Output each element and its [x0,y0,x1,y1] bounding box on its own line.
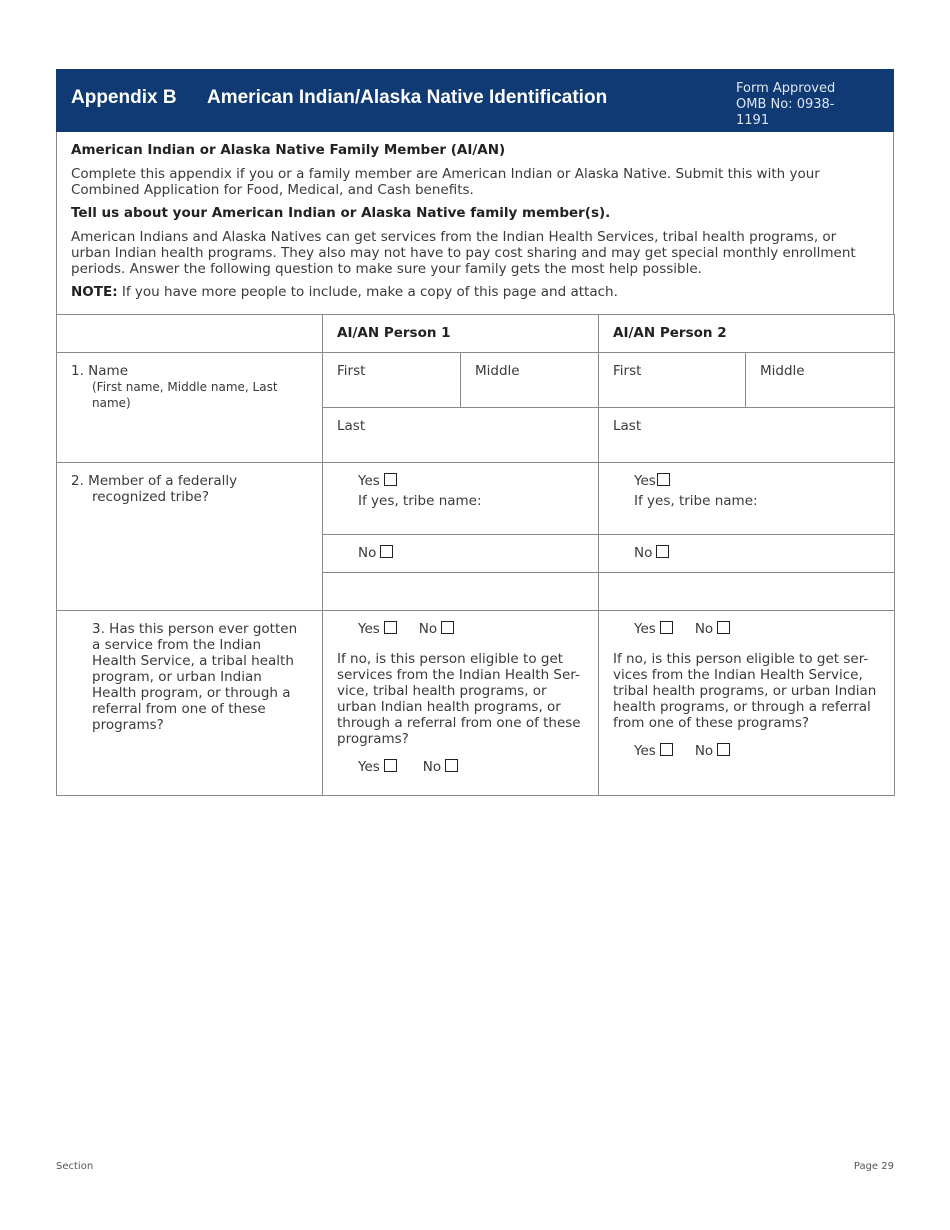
intro-paragraph: Complete this appendix if you or a family member are American Indian or Alaska Native. Submit this with your Combined Application for Food, Medical, and Cash benefits. [71,166,820,198]
p1-blank-cell [323,573,599,611]
name-question: 1. Name (First name, Middle name, Last name) [57,353,323,463]
p2-middle-name-field[interactable]: Middle [746,353,895,408]
p1-tribe-name-field[interactable]: If yes, tribe name: [358,493,482,509]
appendix-label: Appendix B [71,87,177,108]
p2-tribe-name-field[interactable]: If yes, tribe name: [634,493,758,509]
p1-eligible-yes-checkbox[interactable] [384,759,397,772]
footer-section-label: Section [56,1161,94,1172]
p1-middle-name-field[interactable]: Middle [461,353,599,408]
p2-tribe-no-checkbox[interactable] [656,545,669,558]
note-paragraph: NOTE: If you have more people to include, make a copy of this page and attach. [71,284,618,300]
p2-tribe-no-cell: No [599,535,895,573]
footer-page-number: Page 29 [853,1161,894,1172]
service-question: 3. Has this person ever gotten a service from the Indian Health Service, a tribal health program, or urban Indian Health program, or through a referral from one of these programs? [57,611,323,796]
p1-last-name-field[interactable]: Last [323,408,599,463]
p2-eligible-yes-checkbox[interactable] [660,743,673,756]
p1-tribe-no-checkbox[interactable] [380,545,393,558]
p1-tribe-no-cell: No [323,535,599,573]
p2-service-no-checkbox[interactable] [717,621,730,634]
p1-tribe-yes-cell: Yes If yes, tribe name: [323,463,599,535]
form-title: American Indian/Alaska Native Identification [207,87,608,108]
p2-service-yes-checkbox[interactable] [660,621,673,634]
p1-eligibility-question: If no, is this person eligible to get services from the Indian Health Ser-vice, tribal health programs, or urban Indian health programs, or through a referral from one of these programs? [337,651,581,747]
info-paragraph: American Indians and Alaska Natives can get services from the Indian Health Services, tribal health programs, or urban Indian health programs. They also may not have to pay cost sharing and may get special monthly enrollment periods. Answer the following question to make sure your family gets the most help possible. [71,229,856,277]
p2-eligibility-question: If no, is this person eligible to get ser-vices from the Indian Health Service, tribal health programs, or urban Indian health programs, or through a referral from one of these programs? [613,651,877,731]
p1-service-no-checkbox[interactable] [441,621,454,634]
omb-approval: Form Approved OMB No: 0938- 1191 [736,81,836,128]
p2-tribe-yes-checkbox[interactable] [657,473,670,486]
p1-service-yes-checkbox[interactable] [384,621,397,634]
p2-blank-cell [599,573,895,611]
intro-section [56,132,894,314]
p1-first-name-field[interactable]: First [323,353,461,408]
header-blank-cell [57,315,323,353]
person-table [56,314,895,796]
p2-tribe-yes-cell: Yes If yes, tribe name: [599,463,895,535]
person2-header: AI/AN Person 2 [599,315,895,353]
form-header-banner [56,69,894,132]
p2-eligible-no-checkbox[interactable] [717,743,730,756]
section-heading: American Indian or Alaska Native Family Member (AI/AN) [71,142,506,158]
p1-service-cell: Yes No If no, is this person eligible to get services from the Indian Health Ser-vice, tribal health programs, or urban Indian health programs, or through a referral from one of these programs? Yes No [323,611,599,796]
tribe-question: 2. Member of a federally recognized tribe? [57,463,323,611]
person1-header: AI/AN Person 1 [323,315,599,353]
appendix-form [56,69,894,796]
p1-tribe-yes-checkbox[interactable] [384,473,397,486]
subsection-heading: Tell us about your American Indian or Alaska Native family member(s). [71,205,611,221]
p1-eligible-no-checkbox[interactable] [445,759,458,772]
p2-service-cell: Yes No If no, is this person eligible to get ser-vices from the Indian Health Service, tribal health programs, or urban Indian health programs, or through a referral from one of these programs? Yes No [599,611,895,796]
p2-last-name-field[interactable]: Last [599,408,895,463]
p2-first-name-field[interactable]: First [599,353,746,408]
